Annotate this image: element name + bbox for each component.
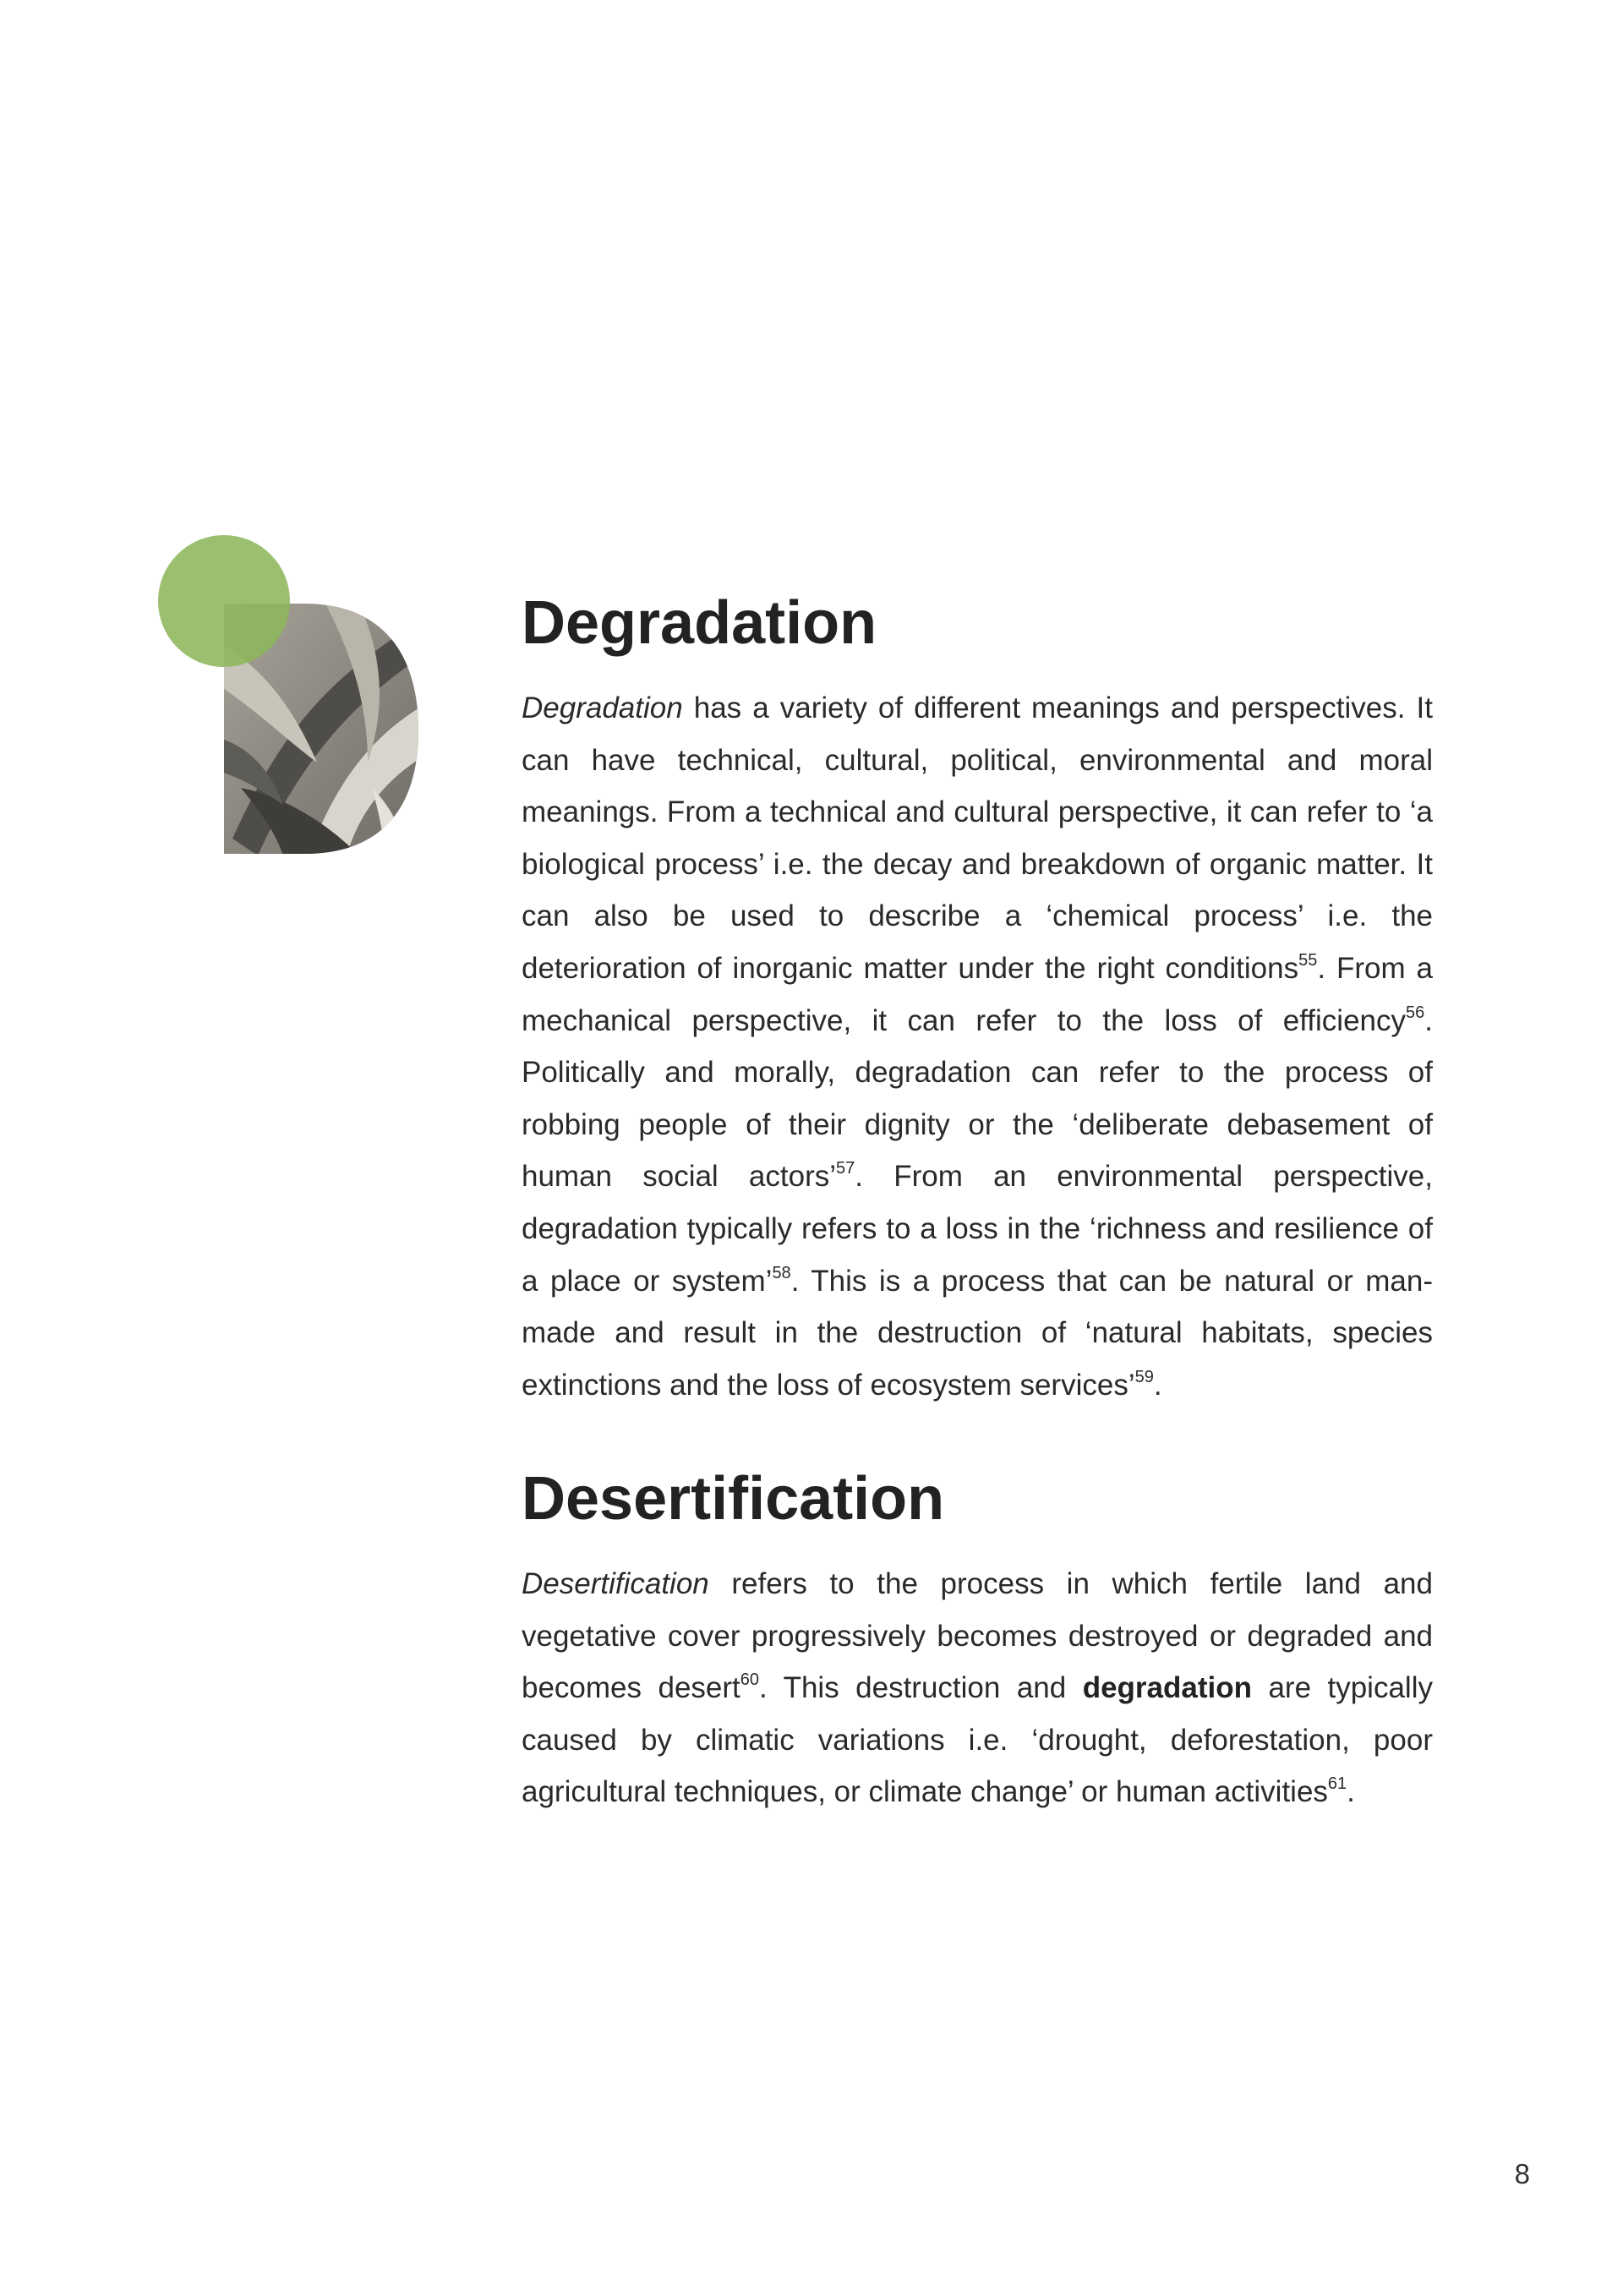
section-title-desertification: Desertification — [522, 1465, 945, 1533]
page-number: 8 — [1514, 2158, 1530, 2189]
footnote-ref: 61 — [1327, 1774, 1347, 1794]
footnote-ref: 55 — [1298, 950, 1318, 970]
drop-cap-d — [156, 523, 427, 856]
green-circle-icon — [158, 535, 290, 667]
footnote-ref: 58 — [772, 1263, 791, 1282]
section-title-degradation: Degradation — [522, 589, 877, 657]
footnote-ref: 60 — [740, 1670, 760, 1690]
drop-cap-graphic — [156, 523, 427, 856]
drop-cap-letter: D — [156, 523, 167, 538]
emphasized-term: Degradation — [522, 692, 683, 724]
section-body-degradation: Degradation has a variety of different meanings and perspectives. It can have technical, cultural, political, environmental and moral meanings. From a technical and cultural perspective, it can refer to ‘a biological process’ i.e. the decay and breakdown of organic matter. It can also be used to describe a ‘chemical process’ i.e. the deterioration of inorganic matter under the right conditions$^{55}$. From a mechanical perspective, it can refer to the loss of efficiency$^{56}$. Politically and morally, degradation can refer to the process of robbing people of their dignity or the ‘deliberate debasement of human social actors’$^{57}$. From an environmental perspective, degradation typically refers to a loss in the ‘richness and resilience of a place or system’$^{58}$. This is a process that can be natural or man-made and result in the destruction of ‘natural habitats, species extinctions and the loss of ecosystem services’$^{59}$. — [522, 692, 1433, 1402]
footnote-ref: 59 — [1134, 1367, 1154, 1386]
footnote-ref: 56 — [1406, 1003, 1425, 1022]
footnote-ref: 57 — [836, 1159, 855, 1178]
emphasized-term: Desertification — [522, 1567, 709, 1600]
section-body-desertification: Desertification refers to the process in which fertile land and vegetative cover progressively becomes destroyed or degraded and becomes desert$^{60}$. This destruction and degradation are typically caused by climatic variations i.e. ‘drought, deforestation, poor agricultural techniques, or climate change’ or human activities$^{61}$. — [522, 1567, 1433, 1809]
bold-term: degradation — [1082, 1671, 1252, 1705]
